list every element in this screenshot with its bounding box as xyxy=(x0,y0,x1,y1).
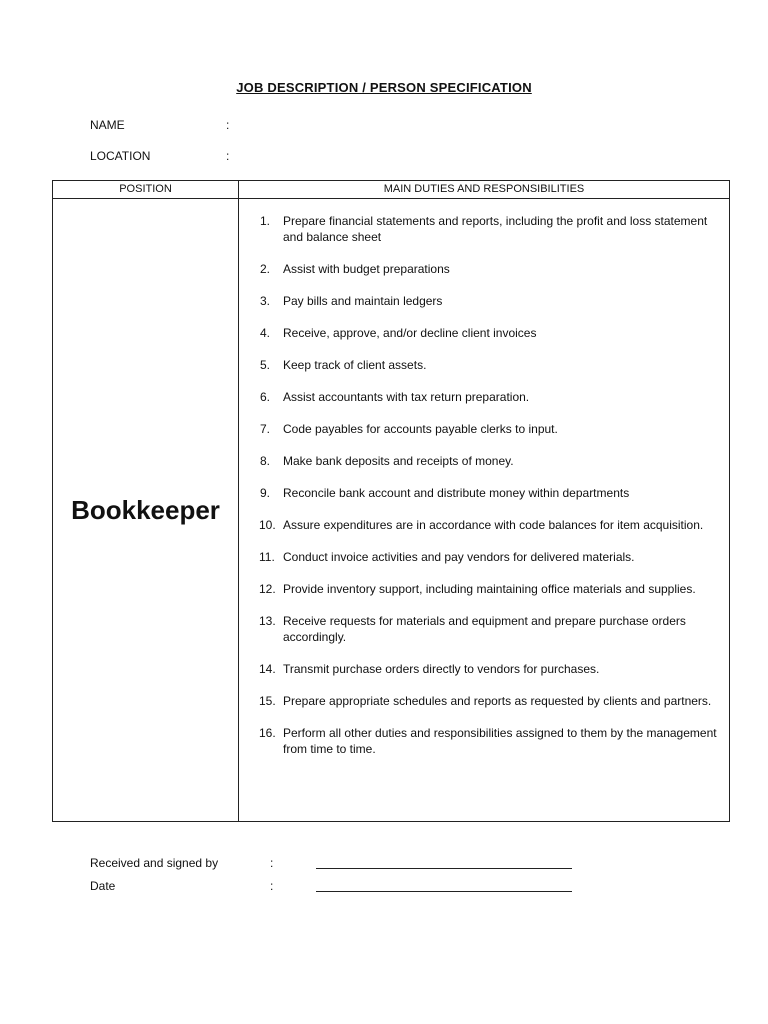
duty-number: 11. xyxy=(259,550,275,564)
duty-item xyxy=(259,613,719,645)
duty-text: Prepare financial statements and reports, including the profit and loss statement and balance sheet xyxy=(283,214,708,244)
duty-number: 5. xyxy=(260,358,271,372)
duty-number: 1. xyxy=(260,214,271,228)
duty-item xyxy=(259,517,719,533)
duty-number: 12. xyxy=(259,582,276,596)
duty-text: Receive, approve, and/or decline client invoices xyxy=(283,326,537,340)
duties-column-header: MAIN DUTIES AND RESPONSIBILITIES xyxy=(383,183,585,195)
duty-text: Code payables for accounts payable clerks to input. xyxy=(283,422,558,436)
duty-number: 14. xyxy=(259,662,276,676)
duty-item xyxy=(259,549,719,565)
duty-item xyxy=(259,325,719,341)
received-signed-label: Received and signed by xyxy=(90,856,219,870)
duty-item xyxy=(259,453,719,469)
duty-number: 15. xyxy=(259,694,276,708)
column-divider xyxy=(238,181,239,821)
duty-item xyxy=(259,581,719,597)
duty-text: Assist accountants with tax return preparation. xyxy=(283,390,530,404)
duty-item xyxy=(259,693,719,709)
date-colon: : xyxy=(270,879,274,893)
duty-number: 16. xyxy=(259,726,276,740)
duty-number: 2. xyxy=(260,262,271,276)
duty-text: Make bank deposits and receipts of money. xyxy=(283,454,514,468)
date-line xyxy=(316,891,572,892)
duty-item xyxy=(259,357,719,373)
document-title: JOB DESCRIPTION / PERSON SPECIFICATION xyxy=(236,80,532,95)
duty-text: Pay bills and maintain ledgers xyxy=(283,294,443,308)
duty-text: Prepare appropriate schedules and reports as requested by clients and partners. xyxy=(283,694,712,708)
duty-text: Provide inventory support, including maintaining office materials and supplies. xyxy=(283,582,696,596)
duty-number: 3. xyxy=(260,294,271,308)
duty-number: 10. xyxy=(259,518,276,532)
received-signed-line xyxy=(316,868,572,869)
duty-text: Assist with budget preparations xyxy=(283,262,450,276)
duty-item xyxy=(259,485,719,501)
position-title: Bookkeeper xyxy=(71,494,220,525)
duty-item xyxy=(259,213,719,245)
name-colon: : xyxy=(226,118,230,132)
duty-text: Conduct invoice activities and pay vendors for delivered materials. xyxy=(283,550,635,564)
duty-item xyxy=(259,389,719,405)
duty-text: Assure expenditures are in accordance with code balances for item acquisition. xyxy=(283,518,704,532)
duty-text: Transmit purchase orders directly to vendors for purchases. xyxy=(283,662,600,676)
date-label: Date xyxy=(90,879,116,893)
location-colon: : xyxy=(226,149,230,163)
duty-item xyxy=(259,421,719,437)
duties-table xyxy=(52,180,730,822)
duty-number: 4. xyxy=(260,326,271,340)
duty-number: 8. xyxy=(260,454,271,468)
duty-item xyxy=(259,261,719,277)
duty-text: Keep track of client assets. xyxy=(283,358,427,372)
location-label: LOCATION xyxy=(90,149,151,163)
name-label: NAME xyxy=(90,118,125,132)
duty-text: Receive requests for materials and equipment and prepare purchase orders accordingly. xyxy=(283,614,686,644)
duty-item xyxy=(259,661,719,677)
received-signed-colon: : xyxy=(270,856,274,870)
duty-text: Reconcile bank account and distribute money within departments xyxy=(283,486,630,500)
duty-number: 9. xyxy=(260,486,271,500)
duty-item xyxy=(259,725,719,757)
duties-list xyxy=(259,213,719,773)
duty-number: 13. xyxy=(259,614,276,628)
duty-item xyxy=(259,293,719,309)
duty-text: Perform all other duties and responsibilities assigned to them by the management from time to time. xyxy=(283,726,717,756)
duty-number: 6. xyxy=(260,390,271,404)
duty-number: 7. xyxy=(260,422,271,436)
position-column-header: POSITION xyxy=(119,183,172,195)
